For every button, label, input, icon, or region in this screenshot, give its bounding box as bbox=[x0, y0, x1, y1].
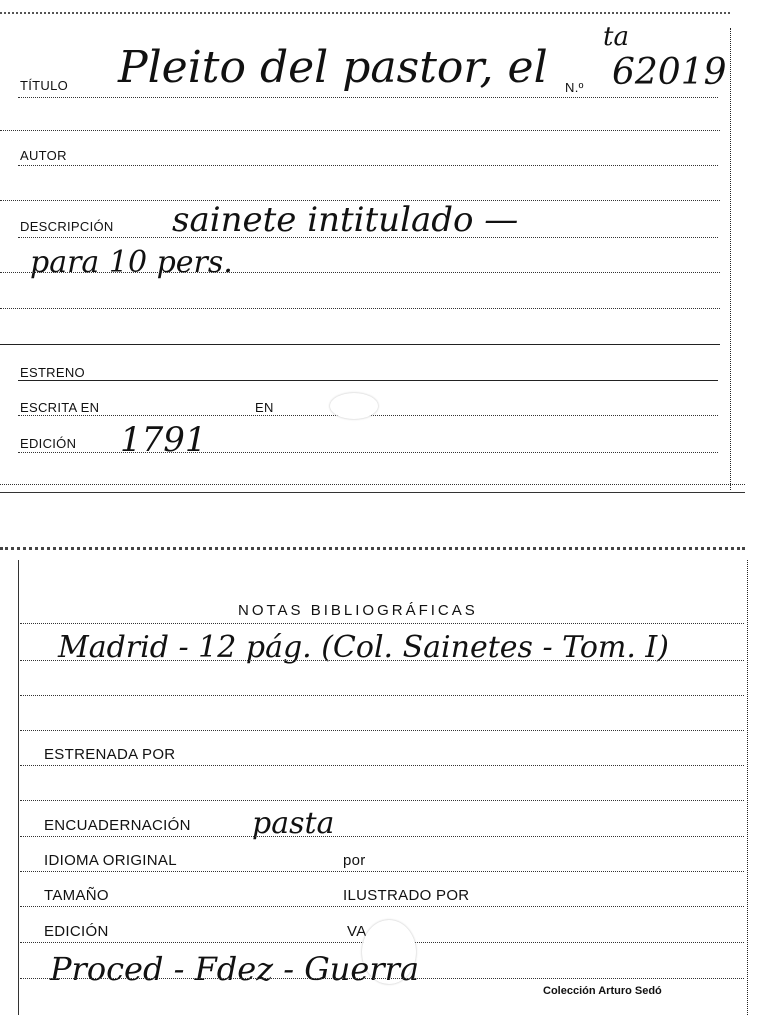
autor-label: AUTOR bbox=[20, 148, 67, 163]
titulo-label: TÍTULO bbox=[20, 78, 69, 93]
valor-label: VA bbox=[347, 923, 367, 940]
ilustrado-label: ILUSTRADO POR bbox=[343, 887, 470, 904]
tamano-line bbox=[20, 906, 744, 907]
encuadernacion-line bbox=[20, 836, 744, 837]
notas-line-3 bbox=[20, 730, 744, 731]
estreno-line bbox=[18, 380, 718, 381]
edicion-label-2: EDICIÓN bbox=[44, 923, 109, 940]
numero-value: 62019 bbox=[612, 52, 727, 93]
en-label: EN bbox=[255, 400, 274, 415]
idioma-line bbox=[20, 871, 744, 872]
descripcion-line-2 bbox=[0, 272, 720, 273]
notas-heading: NOTAS BIBLIOGRÁFICAS bbox=[238, 602, 478, 619]
notas-line-1 bbox=[20, 660, 744, 661]
notas-line-2 bbox=[20, 695, 744, 696]
edicion-label-1: EDICIÓN bbox=[20, 436, 77, 451]
descripcion-label: DESCRIPCIÓN bbox=[20, 219, 114, 234]
estrenada-line bbox=[20, 765, 744, 766]
rule-line bbox=[0, 130, 720, 131]
ink-blot bbox=[330, 393, 378, 419]
notas-line-top bbox=[20, 623, 744, 624]
estreno-label: ESTRENO bbox=[20, 365, 85, 380]
idioma-label: IDIOMA ORIGINAL bbox=[44, 852, 177, 869]
scan-edge-middle bbox=[0, 547, 745, 556]
descripcion-value-2: para 10 pers. bbox=[30, 245, 233, 280]
numero-label: N.º bbox=[565, 80, 584, 95]
scan-edge-top bbox=[0, 12, 730, 20]
descripcion-line-1 bbox=[18, 237, 718, 238]
edicion-value-1: 1791 bbox=[120, 420, 207, 460]
notas-value: Madrid - 12 pág. (Col. Sainetes - Tom. I) bbox=[58, 630, 669, 665]
rule-line bbox=[20, 800, 744, 801]
descripcion-value-1: sainete intitulado — bbox=[172, 200, 519, 240]
numero-note: ta bbox=[603, 22, 629, 52]
procedencia-line bbox=[20, 978, 744, 979]
procedencia-value: Proced - Fdez - Guerra bbox=[50, 950, 420, 988]
section-rule bbox=[0, 344, 720, 345]
card-bottom-line bbox=[0, 484, 745, 485]
collection-credit: Colección Arturo Sedó bbox=[543, 985, 662, 997]
encuadernacion-value: pasta bbox=[252, 806, 335, 841]
estrenada-por-label: ESTRENADA POR bbox=[44, 746, 176, 763]
card-separator bbox=[0, 492, 745, 493]
titulo-value: Pleito del pastor, el bbox=[118, 42, 548, 93]
encuadernacion-label: ENCUADERNACIÓN bbox=[44, 817, 191, 834]
titulo-line bbox=[18, 97, 718, 98]
tamano-label: TAMAÑO bbox=[44, 887, 109, 904]
edicion-line-1 bbox=[18, 452, 718, 453]
por-label: por bbox=[343, 852, 366, 869]
autor-line bbox=[18, 165, 718, 166]
escrita-en-label: ESCRITA EN bbox=[20, 400, 100, 415]
rule-line bbox=[0, 308, 720, 309]
